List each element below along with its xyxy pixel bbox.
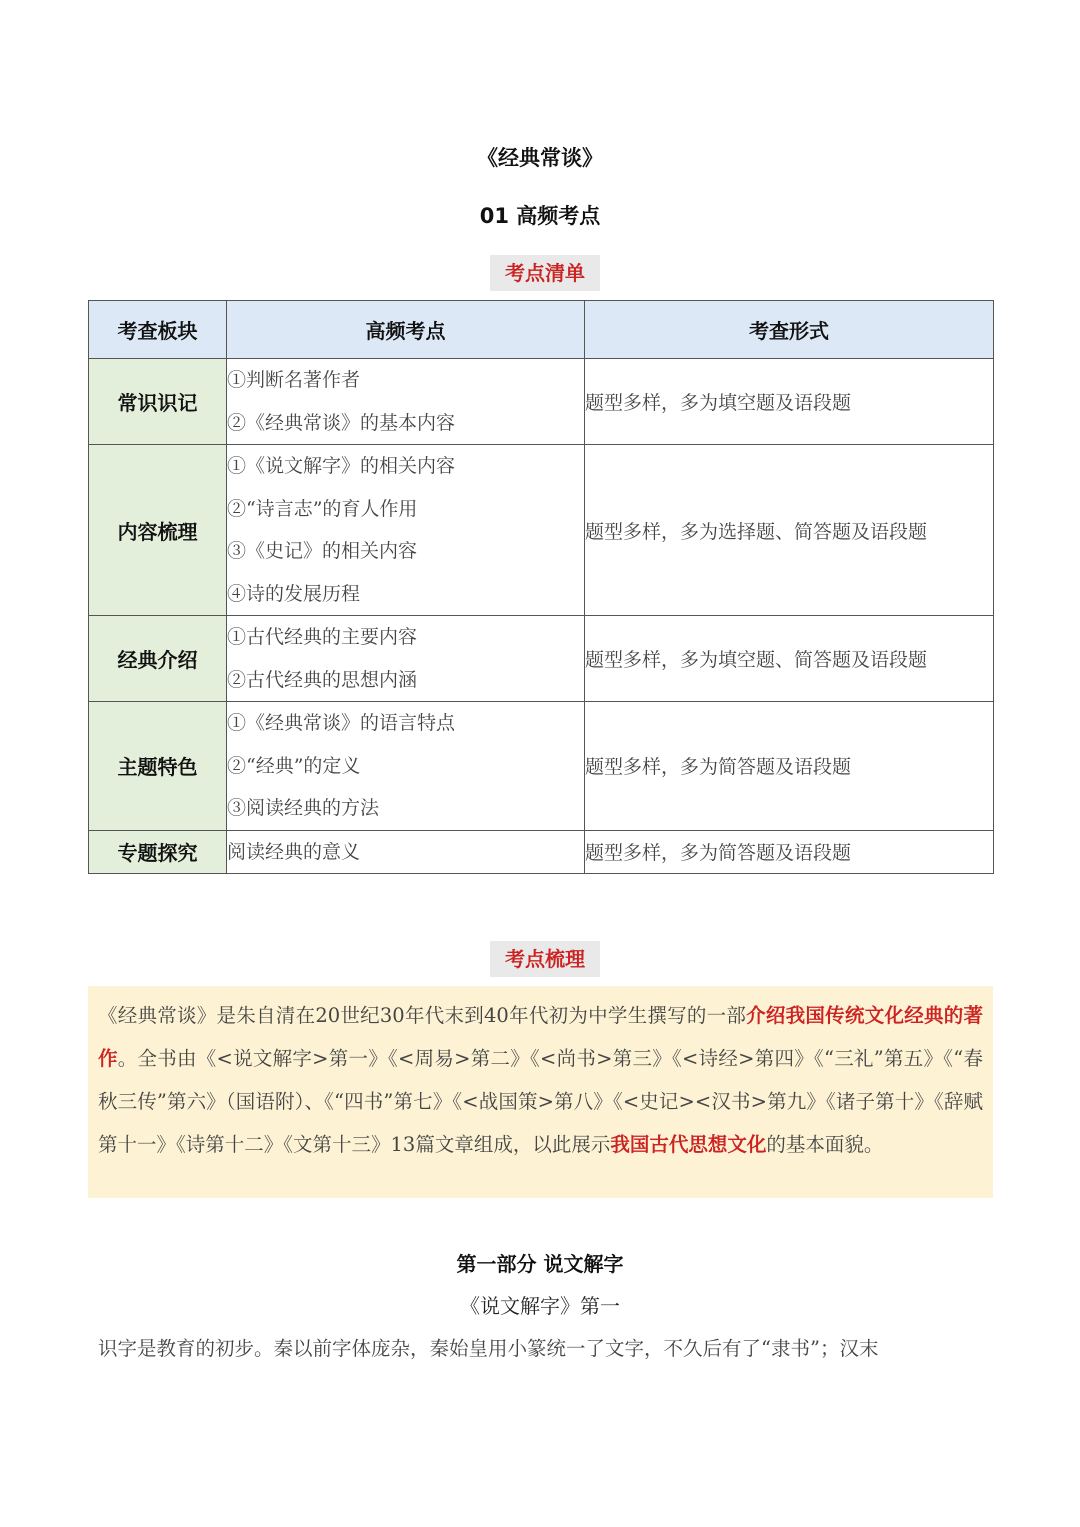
- category-cell: 常识识记: [89, 359, 227, 445]
- category-cell: 专题探究: [89, 830, 227, 874]
- summary-box: [88, 986, 993, 1198]
- table-header-cell: 高频考点: [227, 301, 585, 359]
- form-cell: 题型多样，多为填空题、简答题及语段题: [585, 616, 994, 702]
- point-item: ②“诗言志”的育人作用: [227, 497, 418, 520]
- table-header-row: [89, 301, 994, 359]
- form-cell: 题型多样，多为简答题及语段题: [585, 830, 994, 874]
- category-cell: 内容梳理: [89, 445, 227, 616]
- points-cell: [227, 359, 585, 445]
- summary-highlight: 介绍我国传统文化经典的著作: [98, 1004, 983, 1070]
- point-item: ②古代经典的思想内涵: [227, 668, 418, 691]
- table-row: [89, 616, 994, 702]
- category-cell: 经典介绍: [89, 616, 227, 702]
- book-title: 《经典常谈》: [477, 146, 603, 170]
- point-item: ①判断名著作者: [227, 369, 361, 391]
- points-cell: [227, 830, 585, 874]
- point-item: ③《史记》的相关内容: [227, 540, 418, 562]
- table-header-cell: 考查板块: [89, 301, 227, 359]
- part-title: 第一部分 说文解字: [456, 1252, 624, 1276]
- table-row: [89, 359, 994, 445]
- section-title: 01 高频考点: [479, 204, 601, 228]
- table-header-cell: 考查形式: [585, 301, 994, 359]
- points-cell: [227, 616, 585, 702]
- point-item: 阅读经典的意义: [227, 840, 361, 863]
- point-item: ①古代经典的主要内容: [227, 626, 418, 648]
- body-paragraph: 识字是教育的初步。秦以前字体庞杂，秦始皇用小篆统一了文字，不久后有了“隶书”；汉末: [98, 1337, 879, 1360]
- point-item: ④诗的发展历程: [227, 582, 361, 605]
- form-cell: 题型多样，多为简答题及语段题: [585, 702, 994, 831]
- point-item: ①《说文解字》的相关内容: [227, 455, 456, 477]
- exam-points-table: [88, 300, 994, 874]
- points-cell: [227, 445, 585, 616]
- point-item: ②“经典”的定义: [227, 754, 361, 777]
- table-row: [89, 702, 994, 831]
- point-item: ③阅读经典的方法: [227, 797, 380, 819]
- chapter-title: 《说文解字》第一: [460, 1294, 620, 1318]
- form-cell: 题型多样，多为填空题及语段题: [585, 359, 994, 445]
- category-cell: 主题特色: [89, 702, 227, 831]
- review-label: 考点梳理: [490, 941, 600, 977]
- summary-text: 的基本面貌。: [766, 1133, 884, 1156]
- checklist-label: 考点清单: [490, 255, 600, 291]
- points-cell: [227, 702, 585, 831]
- point-item: ①《经典常谈》的语言特点: [227, 712, 456, 734]
- summary-highlight: 我国古代思想文化: [610, 1133, 767, 1156]
- summary-text: 《经典常谈》是朱自清在20世纪30年代末到40年代初为中学生撰写的一部: [98, 1004, 747, 1027]
- form-cell: 题型多样，多为选择题、简答题及语段题: [585, 445, 994, 616]
- table-row: [89, 445, 994, 616]
- summary-text: 。全书由《<说文解字>第一》《<周易>第二》《<尚书>第三》《<诗经>第四》《“三礼”第五》《“春秋三传”第六》（国语附）、《“四书”第七》《<战国策>第八》《<史记><汉书>第九》《诸子第十》《辞赋第十一》《诗第十二》《文第十三》13篇文章组成，以此展示: [98, 1047, 983, 1156]
- table-row: [89, 830, 994, 874]
- point-item: ②《经典常谈》的基本内容: [227, 411, 456, 434]
